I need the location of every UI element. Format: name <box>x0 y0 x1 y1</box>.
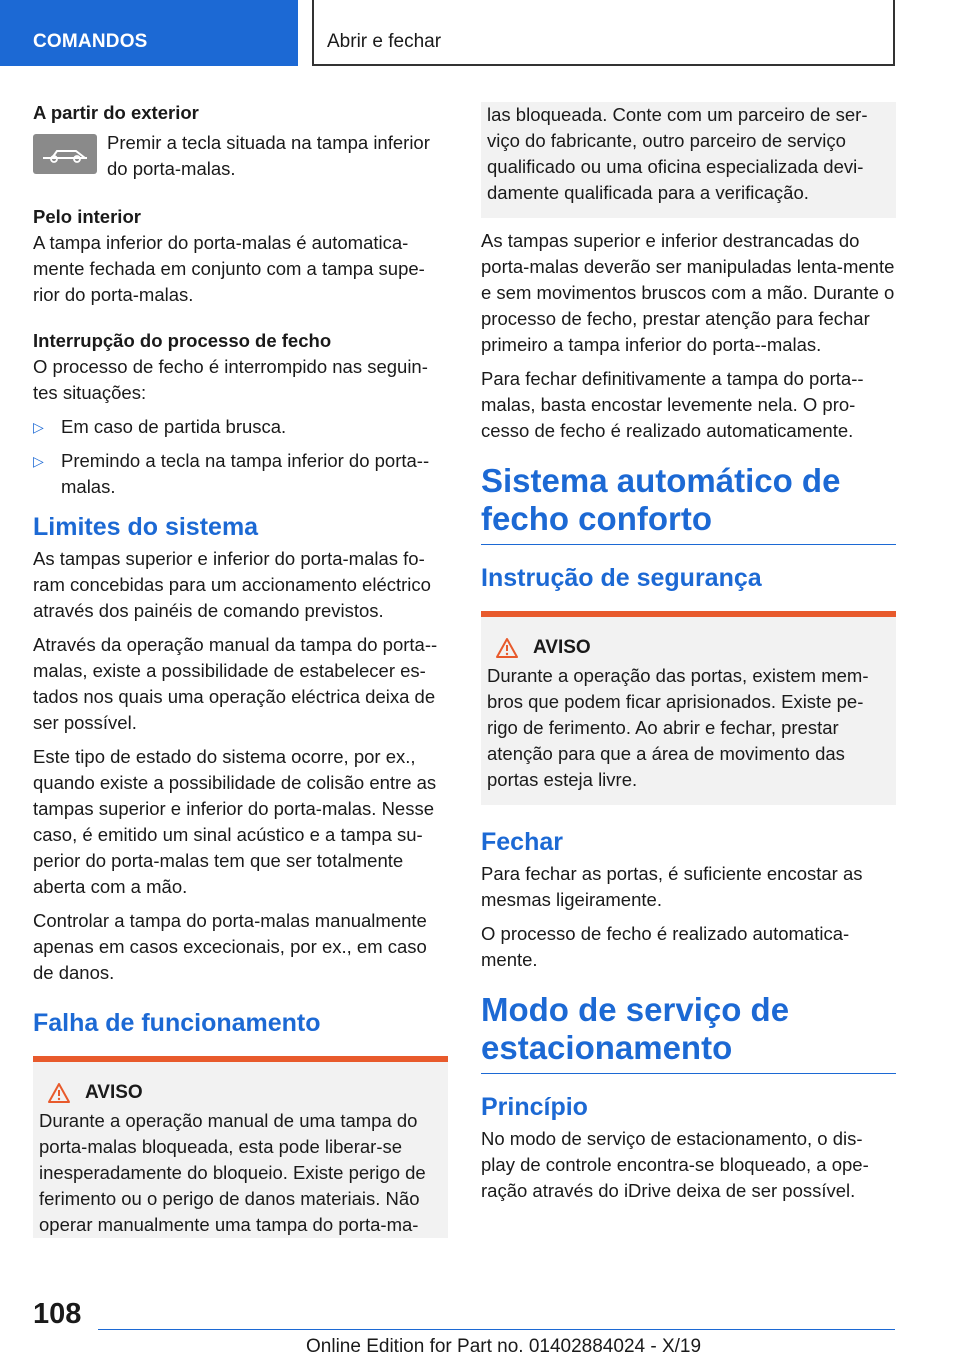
warning-triangle-icon <box>495 637 519 659</box>
body-paragraph: As tampas superior e inferior destrancadas do porta-malas deverão ser manipuladas lenta-mente e sem movimentos bruscos com a mão. Durante o processo de fecho, prestar atenção para fechar primeiro a tampa inferior do porta--malas. <box>481 230 895 355</box>
soft-close-heading: Sistema automático de fecho conforto <box>481 462 896 545</box>
exterior-heading: A partir do exterior <box>33 102 199 123</box>
warning-title: AVISO <box>47 1082 442 1104</box>
limits-paragraph: As tampas superior e inferior do porta-malas fo-ram concebidas para um accionamento eléctrico através dos painéis de comando previstos. <box>33 548 431 621</box>
interrupt-text: O processo de fecho é interrompido nas seguin-tes situações: <box>33 356 428 403</box>
close-paragraph: Para fechar as portas, é suficiente encostar as mesmas ligeiramente. <box>481 863 863 910</box>
limits-heading: Limites do sistema <box>33 513 259 541</box>
warning-box <box>481 611 896 805</box>
tailgate-button-icon <box>33 134 97 174</box>
interior-heading: Pelo interior <box>33 206 141 227</box>
limits-paragraph: Através da operação manual da tampa do porta--malas, existe a possibilidade de estabelecer es-tados nos quais uma operação eléctrica deixa de ser possível. <box>33 634 438 733</box>
interrupt-heading: Interrupção do processo de fecho <box>33 330 332 351</box>
limits-paragraph: Este tipo de estado do sistema ocorre, por ex., quando existe a possibilidade de colisão entre as tampas superior e inferior do porta-malas. Nesse caso, é emitido um sinal acústico e a tampa su-perior do porta-malas tem que ser totalmente aberta com a mão. <box>33 746 437 897</box>
warning-title: AVISO <box>495 637 890 659</box>
parking-service-heading: Modo de serviço de estacionamento <box>481 991 896 1074</box>
section-title: COMANDOS <box>33 31 148 52</box>
body-paragraph: Para fechar definitivamente a tampa do porta--malas, basta encostar levemente nela. O pro-cesso de fecho é realizado automaticamente. <box>481 368 864 441</box>
interrupt-list <box>33 414 448 500</box>
warning-box <box>33 1056 448 1238</box>
principle-text: No modo de serviço de estacionamento, o dis-play de controle encontra-se bloqueado, a ope-ração através do iDrive deixa de ser possível. <box>481 1128 869 1201</box>
right-column <box>481 102 896 1212</box>
triangle-bullet-icon: ▷ <box>33 453 44 469</box>
warning-text: las bloqueada. Conte com um parceiro de ser-viço do fabricante, outro parceiro de serviço qualificado ou uma oficina especializada devi-damente qualificada para a verificação. <box>487 104 868 203</box>
edition-text: Online Edition for Part no. 01402884024 - X/19 <box>306 1336 702 1357</box>
chapter-title: Abrir e fechar <box>327 31 442 52</box>
chapter-tab <box>312 0 895 66</box>
safety-heading: Instrução de segurança <box>481 564 762 592</box>
fault-heading: Falha de funcionamento <box>33 1009 321 1037</box>
warning-text: Durante a operação manual de uma tampa do porta-malas bloqueada, esta pode liberar-se inesperadamente do bloqueio. Existe perigo de ferimento ou o perigo de danos materiais. Não operar manualmente uma tampa do porta-ma- <box>39 1110 426 1235</box>
footer-divider <box>98 1329 895 1330</box>
warning-text: Durante a operação das portas, existem mem-bros que podem ficar aprisionados. Existe pe-rigo de ferimento. Ao abrir e fechar, prestar atenção para que a área de movimento das portas esteja livre. <box>487 665 869 790</box>
exterior-instruction <box>33 130 448 182</box>
limits-paragraph: Controlar a tampa do porta-malas manualmente apenas em casos excecionais, por ex., em caso de danos. <box>33 910 427 983</box>
list-item: ▷ Premindo a tecla na tampa inferior do porta--malas. <box>33 450 430 497</box>
exterior-text: Premir a tecla situada na tampa inferior do porta-malas. <box>107 132 430 179</box>
warning-box-continued <box>481 102 896 218</box>
left-column <box>33 100 448 1238</box>
warning-triangle-icon <box>47 1082 71 1104</box>
page-number: 108 <box>33 1298 82 1330</box>
section-tab <box>0 0 298 66</box>
triangle-bullet-icon: ▷ <box>33 419 44 435</box>
close-paragraph: O processo de fecho é realizado automatica-mente. <box>481 923 850 970</box>
close-heading: Fechar <box>481 828 563 856</box>
principle-heading: Princípio <box>481 1093 588 1121</box>
interior-text: A tampa inferior do porta-malas é automatica-mente fechada em conjunto com a tampa supe-rior do porta-malas. <box>33 232 425 305</box>
list-item: ▷ Em caso de partida brusca. <box>33 414 448 440</box>
